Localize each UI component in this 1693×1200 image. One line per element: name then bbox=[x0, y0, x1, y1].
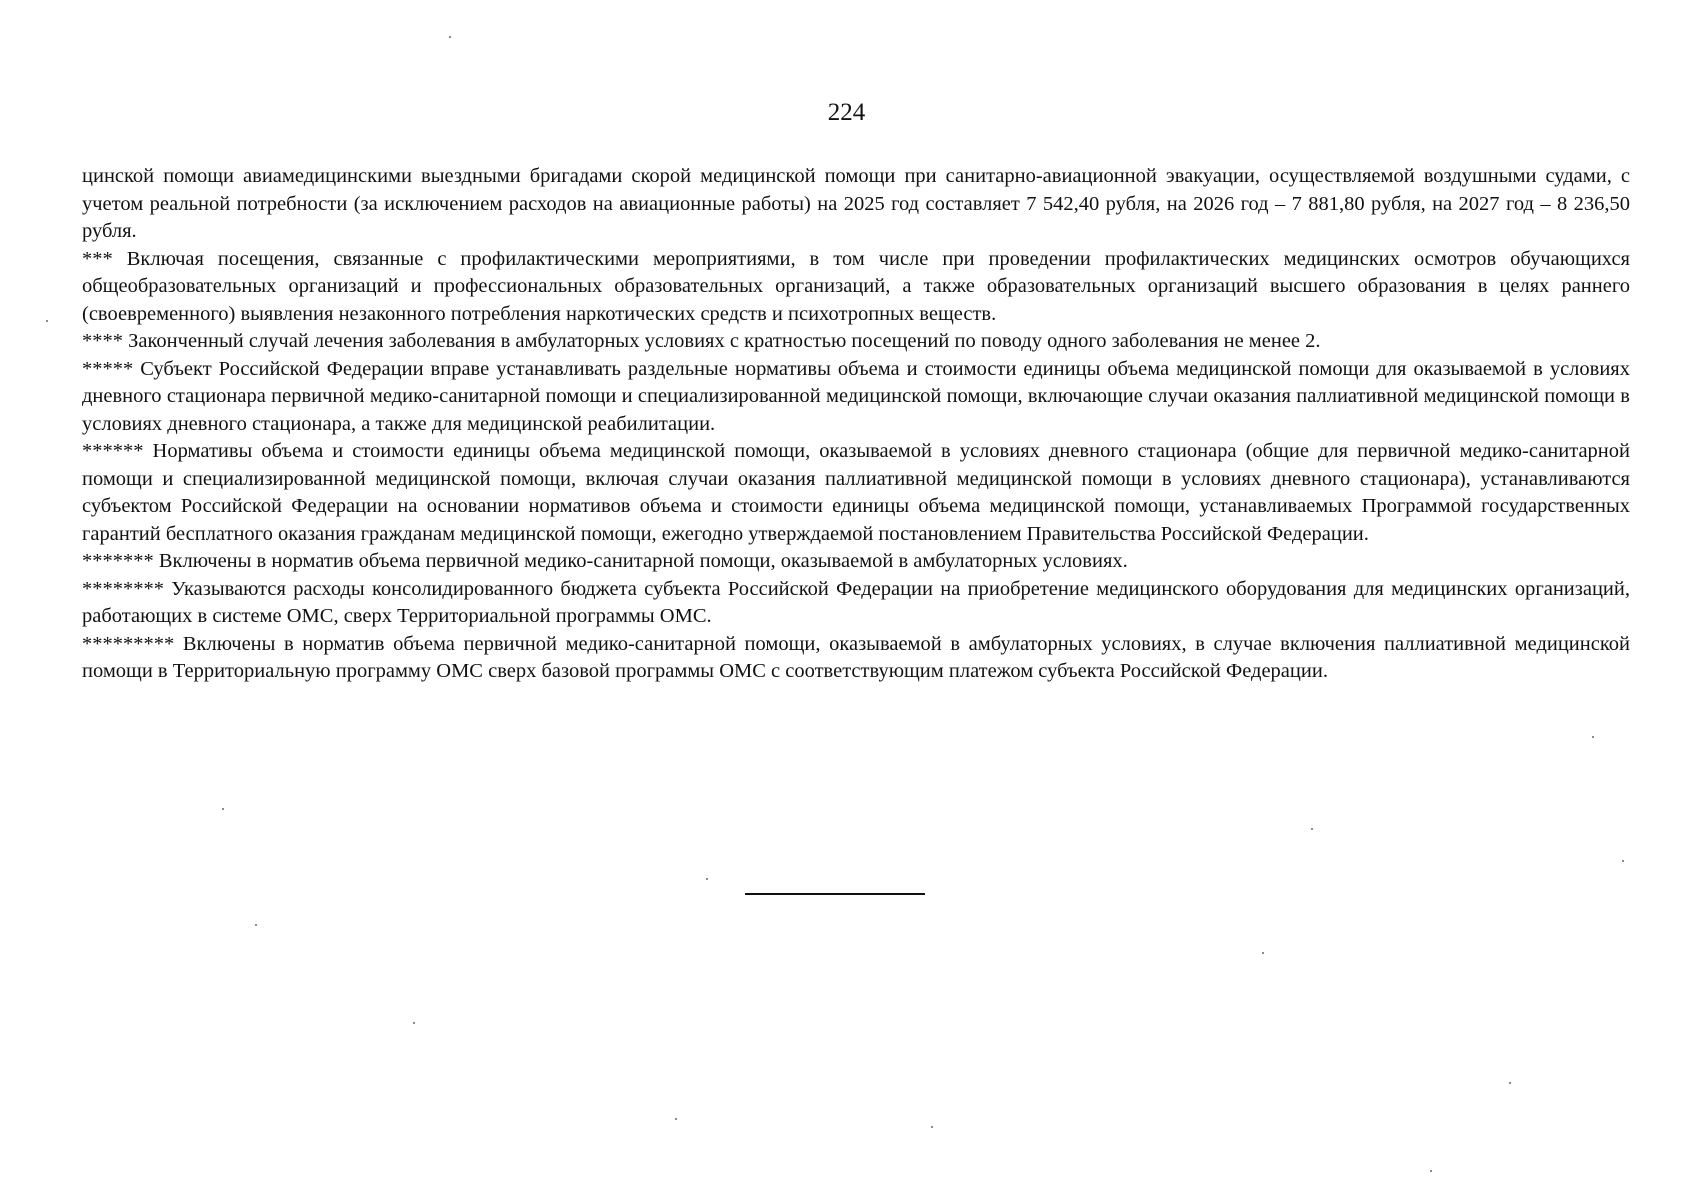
footnote-9: ********* Включены в норматив объема первичной медико-санитарной помощи, оказываемой в амбулаторных условиях, в случае включения паллиативной медицинской помощи в Территориальную программу ОМС сверх базовой программы ОМС с соответствующим платежом субъекта Российской Федерации. bbox=[82, 632, 1630, 682]
footnote-4: **** Законченный случай лечения заболевания в амбулаторных условиях с кратностью посещений по поводу одного заболевания не менее 2. bbox=[82, 330, 1321, 352]
scan-speck bbox=[1592, 736, 1594, 738]
footnotes-text bbox=[82, 163, 1630, 686]
page-number: 224 bbox=[827, 99, 866, 126]
scan-speck bbox=[1509, 1082, 1511, 1084]
scan-speck bbox=[1311, 828, 1313, 830]
paragraph-continuation: цинской помощи авиамедицинскими выездными бригадами скорой медицинской помощи при санитарно-авиационной эвакуации, осуществляемой воздушными судами, с учетом реальной потребности (за исключением расходов на авиационные работы) на 2025 год составляет 7 542,40 рубля, на 2026 год – 7 881,80 рубля, на 2027 год – 8 236,50 рубля. bbox=[82, 165, 1630, 242]
scan-speck bbox=[1430, 1170, 1432, 1172]
end-rule bbox=[745, 893, 925, 895]
footnote-8: ******** Указываются расходы консолидированного бюджета субъекта Российской Федерации на приобретение медицинского оборудования для медицинских организаций, работающих в системе ОМС, сверх Территориальной программы ОМС. bbox=[82, 577, 1630, 627]
scan-speck bbox=[1622, 860, 1624, 862]
scan-speck bbox=[413, 1022, 415, 1024]
footnote-6: ****** Нормативы объема и стоимости единицы объема медицинской помощи, оказываемой в условиях дневного стационара (общие для первичной медико-санитарной помощи и специализированной медицинской помощи, включая случаи оказания паллиативной медицинской помощи в условиях дневного стационара), устанавливаются субъектом Российской Федерации на основании нормативов объема и стоимости единицы объема медицинской помощи, устанавливаемых Программой государственных гарантий бесплатного оказания гражданам медицинской помощи, ежегодно утверждаемой постановлением Правительства Российской Федерации. bbox=[82, 440, 1630, 545]
footnote-5: ***** Субъект Российской Федерации вправе устанавливать раздельные нормативы объема и стоимости единицы объема медицинской помощи для оказываемой в условиях дневного стационара первичной медико-санитарной помощи и специализированной медицинской помощи, включающие случаи оказания паллиативной медицинской помощи в условиях дневного стационара, а также для медицинской реабилитации. bbox=[82, 357, 1630, 435]
scan-speck bbox=[1262, 952, 1264, 954]
scan-speck bbox=[46, 320, 48, 322]
scan-speck bbox=[706, 878, 708, 880]
footnote-3: *** Включая посещения, связанные с профилактическими мероприятиями, в том числе при проведении профилактических медицинских осмотров обучающихся общеобразовательных организаций и профессиональных образовательных организаций, а также образовательных организаций высшего образования в целях раннего (своевременного) выявления незаконного потребления наркотических средств и психотропных веществ. bbox=[82, 247, 1630, 325]
scan-speck bbox=[675, 1118, 677, 1120]
scan-speck bbox=[222, 808, 224, 810]
scan-speck bbox=[449, 36, 451, 38]
scan-speck bbox=[931, 1126, 933, 1128]
footnote-7: ******* Включены в норматив объема первичной медико-санитарной помощи, оказываемой в амбулаторных условиях. bbox=[82, 550, 1128, 572]
scan-speck bbox=[255, 924, 257, 926]
